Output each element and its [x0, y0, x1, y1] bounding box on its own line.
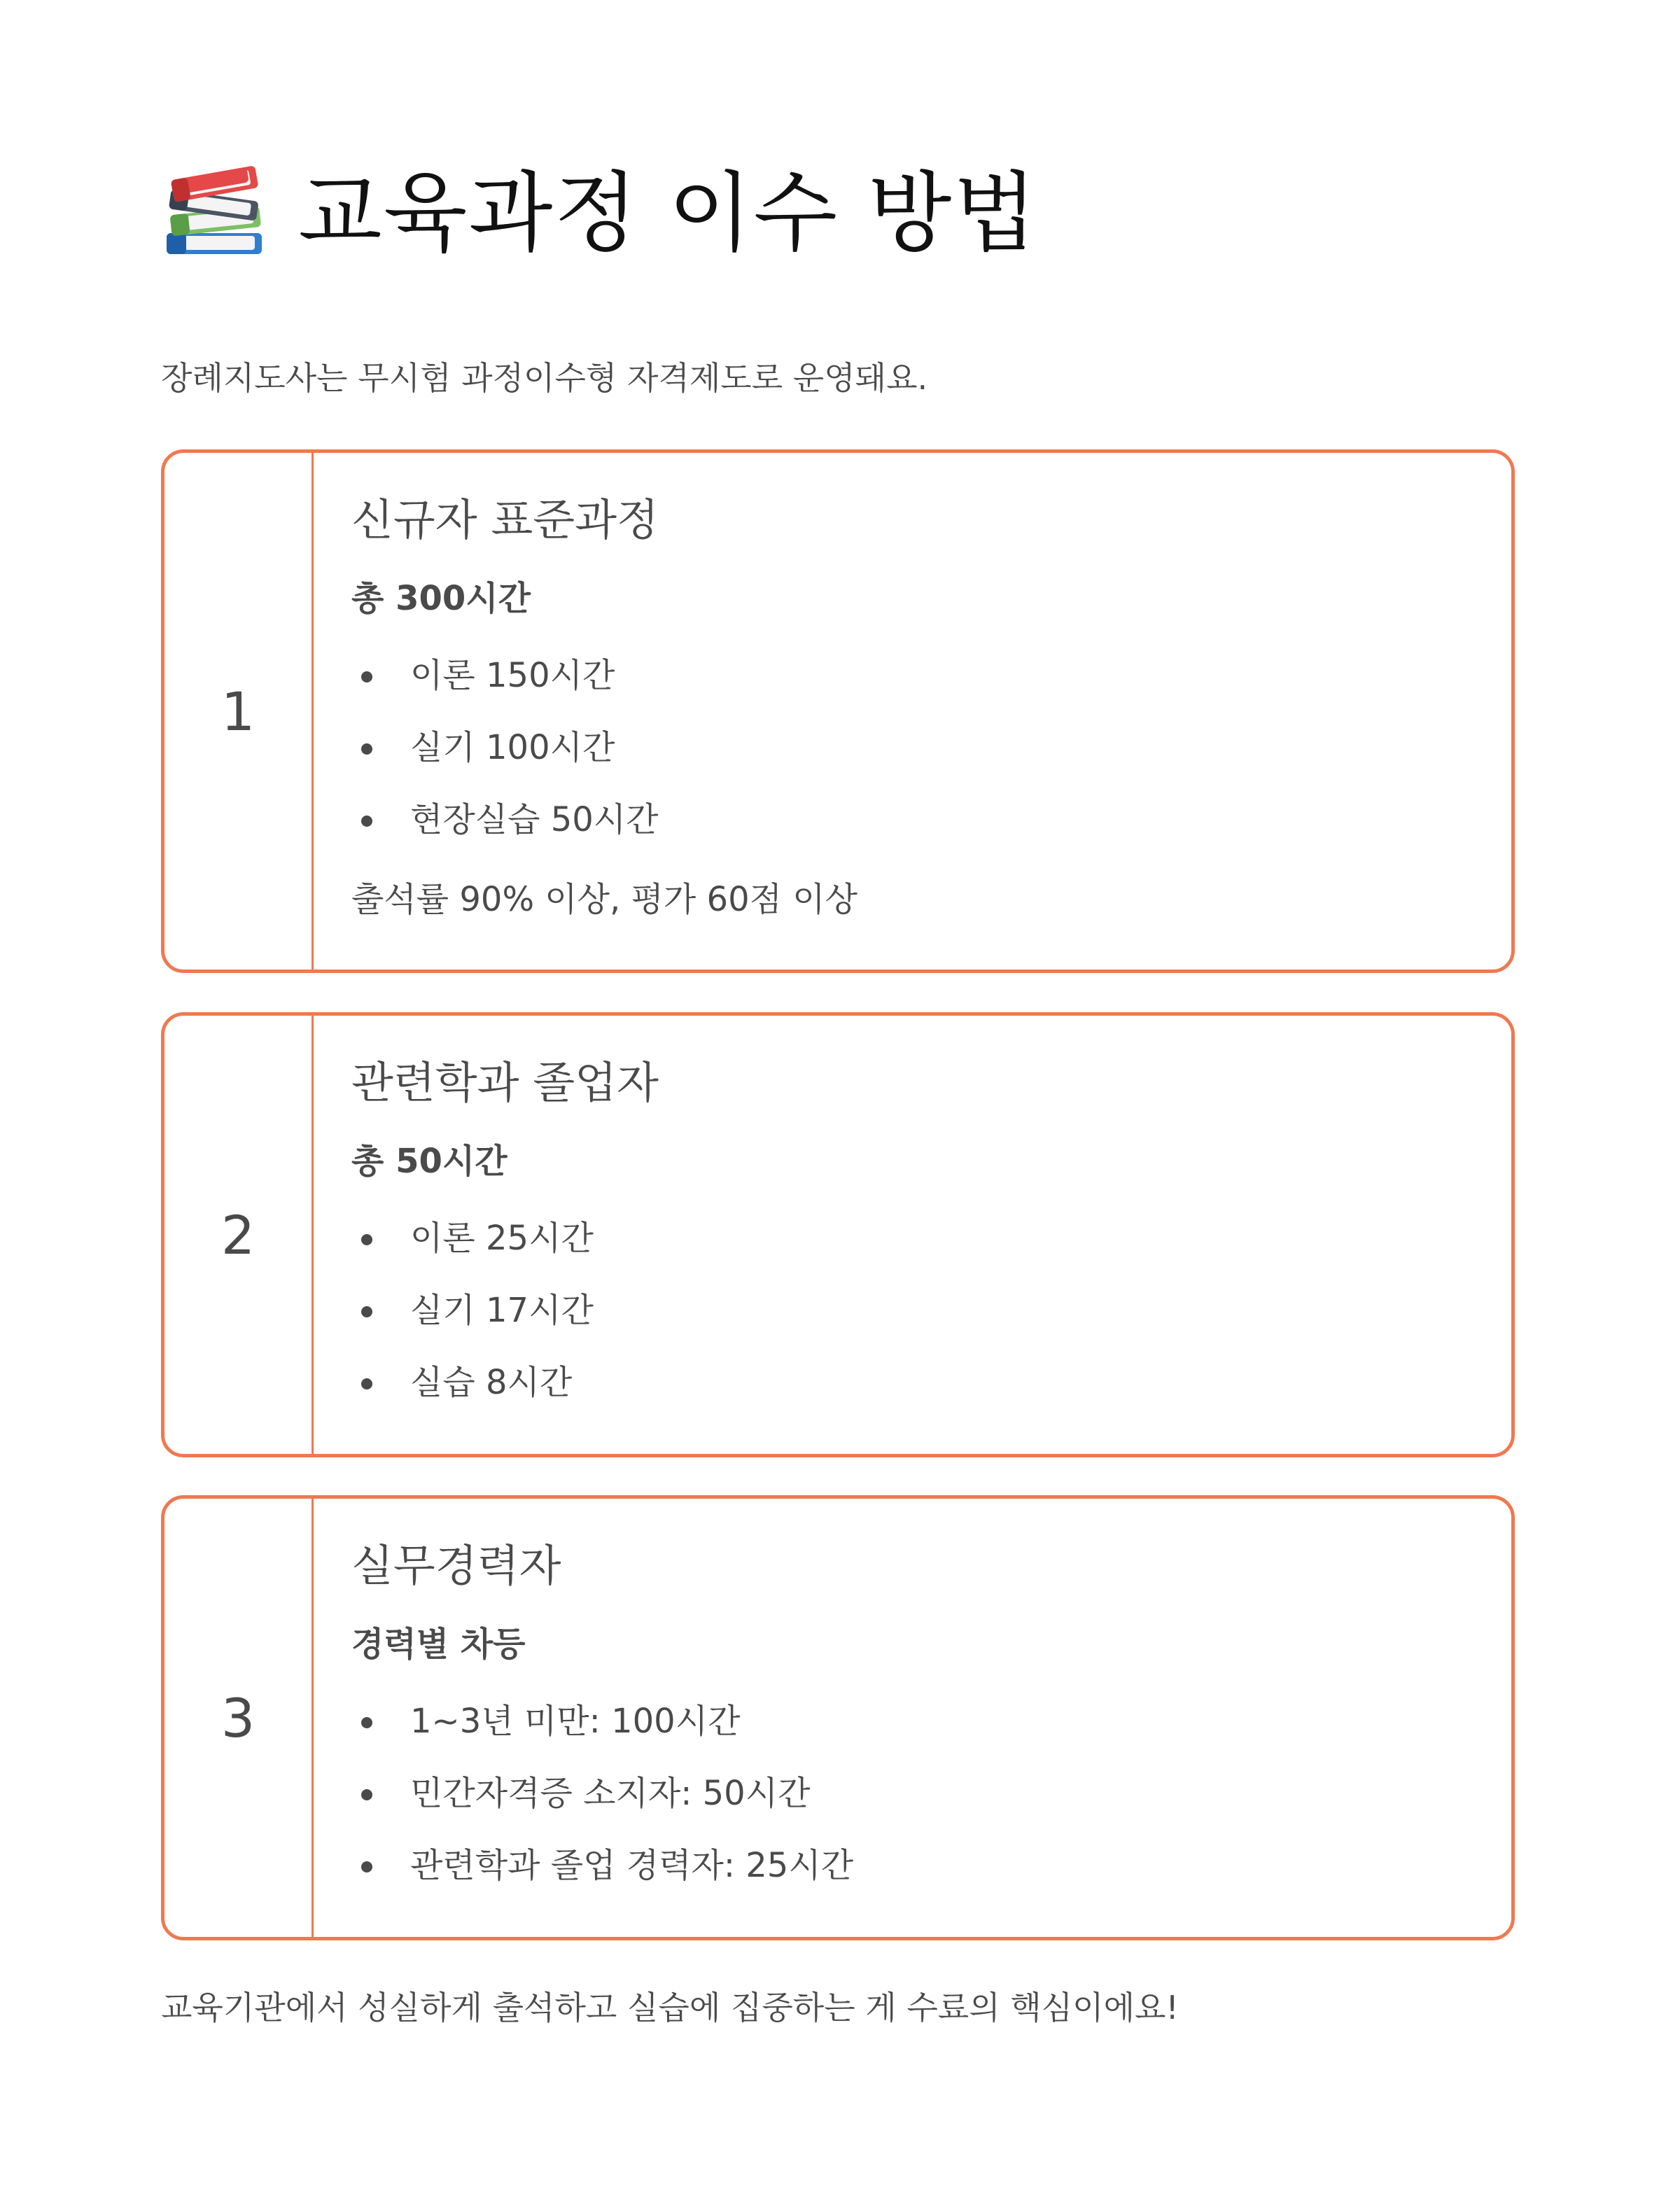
list-item [351, 799, 659, 871]
list-item [351, 1772, 853, 1844]
list-item-label: 이론 25시간 [410, 1219, 594, 1258]
card-number: 3 [164, 1499, 314, 1937]
card-total: 총 50시간 [351, 1142, 507, 1181]
bullet-icon [361, 1861, 372, 1872]
card-total: 총 300시간 [351, 579, 531, 618]
title-row [161, 161, 1038, 266]
intro-text: 장례지도사는 무시험 과정이수형 자격제도로 운영돼요. [161, 359, 928, 397]
list-item [351, 1700, 853, 1772]
bullet-icon [361, 743, 372, 755]
card-items [351, 654, 659, 871]
list-item-label: 실기 17시간 [410, 1291, 594, 1330]
card-number: 2 [164, 1016, 314, 1454]
list-item [351, 727, 659, 799]
bullet-icon [361, 671, 372, 682]
course-card [161, 1012, 1515, 1457]
card-body [314, 1016, 1511, 1454]
list-item-label: 민간자격증 소지자: 50시간 [410, 1774, 811, 1813]
list-item-label: 현장실습 50시간 [410, 800, 659, 839]
bullet-icon [361, 1717, 372, 1728]
bullet-icon [361, 1306, 372, 1317]
card-items [351, 1217, 594, 1434]
bullet-icon [361, 1789, 372, 1800]
list-item [351, 1217, 594, 1289]
list-item-label: 실기 100시간 [410, 728, 615, 767]
card-items [351, 1700, 853, 1917]
list-item [351, 1289, 594, 1362]
course-card [161, 1495, 1515, 1940]
card-title: 실무경력자 [351, 1540, 561, 1591]
card-body [314, 1499, 1511, 1937]
card-total: 경력별 차등 [351, 1625, 526, 1664]
list-item [351, 654, 659, 727]
list-item-label: 관련학과 졸업 경력자: 25시간 [410, 1846, 854, 1885]
books-icon [161, 164, 266, 262]
list-item-label: 1~3년 미만: 100시간 [410, 1702, 741, 1741]
list-item [351, 1362, 594, 1434]
page-title: 교육과정 이수 방법 [298, 163, 1039, 264]
footer-note: 교육기관에서 성실하게 출석하고 실습에 집중하는 게 수료의 핵심이에요! [161, 1989, 1179, 2026]
card-number: 1 [164, 453, 314, 969]
list-item-label: 이론 150시간 [410, 656, 615, 695]
course-card [161, 449, 1515, 973]
bullet-icon [361, 816, 372, 827]
card-body [314, 453, 1511, 969]
list-item [351, 1844, 853, 1917]
list-item-label: 실습 8시간 [410, 1363, 573, 1402]
card-note: 출석률 90% 이상, 평가 60점 이상 [351, 880, 858, 919]
card-title: 관련학과 졸업자 [351, 1057, 659, 1108]
bullet-icon [361, 1378, 372, 1390]
card-title: 신규자 표준과정 [351, 494, 659, 545]
bullet-icon [361, 1234, 372, 1245]
